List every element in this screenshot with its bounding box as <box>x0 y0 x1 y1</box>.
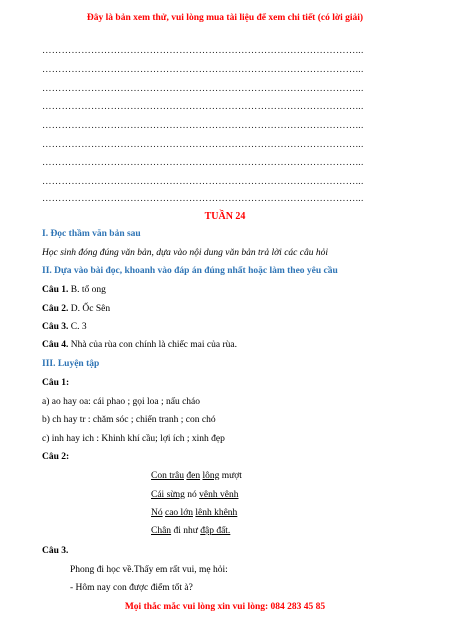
contact-notice: Mọi thắc mắc vui lòng xin vui lòng: 084 283 45 85 <box>124 602 326 612</box>
dotted-line: ……………………………………………………………………………………... <box>42 46 364 56</box>
dotted-line: ……………………………………………………………………………………... <box>42 121 364 131</box>
underlined-word: đập đất. <box>200 526 231 536</box>
section3-heading: III. Luyện tập <box>42 359 100 369</box>
dotted-line: ……………………………………………………………………………………... <box>42 158 364 168</box>
poem-text: đi như <box>171 526 201 536</box>
answer-4 <box>42 340 237 350</box>
section1-heading: I. Đọc thầm văn bản sau <box>42 229 141 239</box>
dotted-line: ……………………………………………………………………………………... <box>42 194 364 204</box>
answer-3 <box>42 322 87 332</box>
answer-1 <box>42 285 106 295</box>
underlined-word: vênh vênh <box>199 490 239 500</box>
poem-line-1 <box>151 471 242 481</box>
underlined-word: Cái sừng <box>151 490 185 500</box>
answer-label: Câu 1. <box>42 285 69 295</box>
section1-instruction: Học sinh đóng đúng văn bản, dựa vào nội dung văn bản trả lời các câu hỏi <box>42 248 328 258</box>
dotted-line: ……………………………………………………………………………………... <box>42 177 364 187</box>
answer-text: B. tổ ong <box>68 285 106 295</box>
poem-line-3 <box>151 508 237 518</box>
underlined-word: lênh khênh <box>195 508 238 518</box>
answer-label: Câu 3. <box>42 322 69 332</box>
poem-text: mượt <box>219 471 242 481</box>
answer-text: C. 3 <box>68 322 87 332</box>
preview-notice: Đây là bản xem thử, vui lòng mua tài liệu để xem chi tiết (có lời giải) <box>86 13 364 23</box>
section2-heading: II. Dựa vào bài đọc, khoanh vào đáp án đúng nhất hoặc làm theo yêu cầu <box>42 266 338 276</box>
question3-line-2: - Hôm nay con được điểm tốt à? <box>70 583 193 593</box>
answer-label: Câu 2. <box>42 304 69 314</box>
question2-label: Câu 2: <box>42 452 70 462</box>
dotted-line: ……………………………………………………………………………………... <box>42 84 364 94</box>
question3-line-1: Phong đi học về.Thấy em rất vui, mẹ hỏi: <box>70 565 228 575</box>
poem-line-2 <box>151 490 238 500</box>
underlined-word: đen <box>186 471 201 481</box>
question1-line-c: c) inh hay ich : Khinh khí cầu; lợi ích ; xinh đẹp <box>42 434 225 444</box>
dotted-line: ……………………………………………………………………………………... <box>42 65 364 75</box>
underlined-word: lông <box>202 471 220 481</box>
question1-label: Câu 1: <box>42 378 70 388</box>
answer-text: D. Ốc Sên <box>68 304 111 314</box>
question1-line-a: a) ao hay oa: cái phao ; gọi loa ; nấu cháo <box>42 397 201 407</box>
dotted-line: ……………………………………………………………………………………... <box>42 140 364 150</box>
underlined-word: Con trâu <box>151 471 184 481</box>
answer-text: Nhà của rùa con chính là chiếc mai của rùa. <box>68 340 237 350</box>
poem-text: nó <box>184 490 200 500</box>
underlined-word: Chân <box>151 526 172 536</box>
poem-line-4 <box>151 526 230 536</box>
underlined-word: Nó <box>151 508 163 518</box>
question3-label: Câu 3. <box>42 546 69 556</box>
question1-line-b: b) ch hay tr : chăm sóc ; chiến tranh ; con chó <box>42 415 216 425</box>
answer-2 <box>42 304 110 314</box>
dotted-line: ……………………………………………………………………………………... <box>42 102 364 112</box>
underlined-word: cao lớn <box>165 508 193 518</box>
answer-label: Câu 4. <box>42 340 69 350</box>
week-title: TUẦN 24 <box>204 211 246 222</box>
